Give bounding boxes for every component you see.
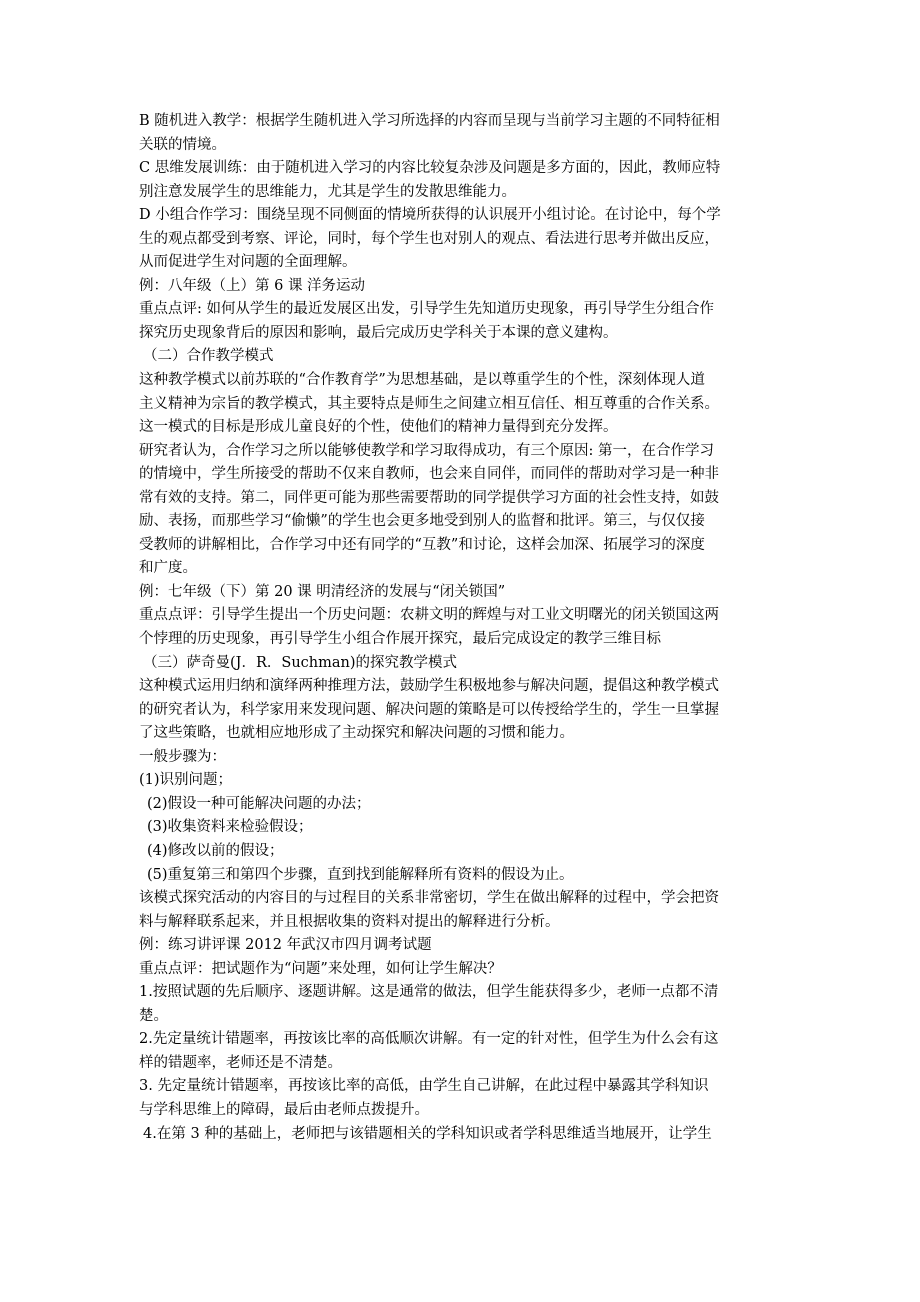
section-heading: （三）萨奇曼(J．R．Suchman)的探究教学模式	[143, 654, 458, 671]
example-heading: 例：练习讲评课 2012 年武汉市四月调考试题	[139, 937, 432, 954]
numbered-item: 3. 先定量统计错题率，再按该比率的高低，由学生自己讲解，在此过程中暴露其学科知识	[139, 1078, 709, 1095]
text-line: 的情境中，学生所接受的帮助不仅来自教师，也会来自同伴，而同伴的帮助对学习是一种非	[139, 466, 719, 483]
step-item: (4)修改以前的假设；	[147, 842, 284, 859]
text-line: 励、表扬，而那些学习“偷懒”的学生也会更多地受到别人的监督和批评。第三，与仅仅接	[139, 513, 705, 530]
text-line: C 思维发展训练：由于随机进入学习的内容比较复杂涉及问题是多方面的，因此，教师应特	[139, 160, 721, 177]
text-line: 个悖理的历史现象，再引导学生小组合作展开探究，最后完成设定的教学三维目标	[139, 631, 661, 648]
text-line: 和广度。	[139, 560, 197, 577]
step-item: (5)重复第三和第四个步骤，直到找到能解释所有资料的假设为止。	[147, 866, 574, 883]
example-heading: 例：七年级（下）第 20 课 明清经济的发展与“闭关锁国”	[139, 583, 506, 600]
text-line: 楚。	[139, 1007, 168, 1024]
text-line: 关联的情境。	[139, 136, 226, 153]
text-line: 受教师的讲解相比，合作学习中还有同学的“互教”和讨论，这样会加深、拓展学习的深度	[139, 536, 705, 553]
text-line: 重点点评: 如何从学生的最近发展区出发，引导学生先知道历史现象，再引导学生分组合作	[139, 301, 714, 318]
step-item: (2)假设一种可能解决问题的办法；	[147, 795, 371, 812]
text-line: 探究历史现象背后的原因和影响，最后完成历史学科关于本课的意义建构。	[139, 324, 618, 341]
text-line: 料与解释联系起来，并且根据收集的资料对提出的解释进行分析。	[139, 913, 560, 930]
text-line: 这种模式运用归纳和演绎两种推理方法，鼓励学生积极地参与解决问题，提倡这种教学模式	[139, 678, 719, 695]
step-item: (3)收集资料来检验假设；	[147, 819, 313, 836]
text-line: 与学科思维上的障碍，最后由老师点拨提升。	[139, 1101, 429, 1118]
numbered-item: 2.先定量统计错题率，再按该比率的高低顺次讲解。有一定的针对性，但学生为什么会有这	[139, 1031, 719, 1048]
numbered-item: 4.在第 3 种的基础上，老师把与该错题相关的学科知识或者学科思维适当地展开，让学生	[143, 1125, 712, 1142]
text-line: B 随机进入教学：根据学生随机进入学习所选择的内容而呈现与当前学习主题的不同特征相	[139, 113, 720, 129]
text-line: 了这些策略，也就相应地形成了主动探究和解决问题的习惯和能力。	[139, 725, 574, 742]
text-line: 从而促进学生对问题的全面理解。	[139, 254, 357, 271]
text-line: D 小组合作学习：围绕呈现不同侧面的情境所获得的认识展开小组讨论。在讨论中，每个学	[139, 207, 721, 224]
text-line: 一般步骤为：	[139, 748, 226, 765]
numbered-item: 1.按照试题的先后顺序、逐题讲解。这是通常的做法，但学生能获得多少，老师一点都不清	[139, 984, 719, 1001]
text-line: 样的错题率，老师还是不清楚。	[139, 1054, 342, 1071]
text-line: 的研究者认为，科学家用来发现问题、解决问题的策略是可以传授给学生的，学生一旦掌握	[139, 701, 719, 718]
text-line: 生的观点都受到考察、评论，同时，每个学生也对别人的观点、看法进行思考并做出反应，	[139, 230, 719, 247]
text-line: 研究者认为，合作学习之所以能够使教学和学习取得成功，有三个原因: 第一，在合作学习	[139, 442, 714, 459]
text-line: 该模式探究活动的内容目的与过程目的关系非常密切，学生在做出解释的过程中，学会把资	[139, 890, 719, 907]
document-page	[139, 110, 785, 1146]
text-line: 这一模式的目标是形成儿童良好的个性，使他们的精神力量得到充分发挥。	[139, 419, 618, 436]
text-line: 这种教学模式以前苏联的“合作教育学”为思想基础，是以尊重学生的个性，深刻体现人道	[139, 372, 705, 389]
example-heading: 例：八年级（上）第 6 课 洋务运动	[139, 277, 366, 294]
text-line: 重点点评：引导学生提出一个历史问题：农耕文明的辉煌与对工业文明曙光的闭关锁国这两	[139, 607, 719, 624]
text-line: 主义精神为宗旨的教学模式，其主要特点是师生之间建立相互信任、相互尊重的合作关系。	[139, 395, 719, 412]
text-line: 重点点评：把试题作为“问题”来处理，如何让学生解决？	[139, 960, 502, 977]
section-heading: （二）合作教学模式	[143, 348, 274, 365]
text-line: 常有效的支持。第二，同伴更可能为那些需要帮助的同学提供学习方面的社会性支持，如鼓	[139, 489, 719, 506]
step-item: (1)识别问题；	[139, 772, 233, 789]
text-line: 别注意发展学生的思维能力，尤其是学生的发散思维能力。	[139, 183, 516, 200]
